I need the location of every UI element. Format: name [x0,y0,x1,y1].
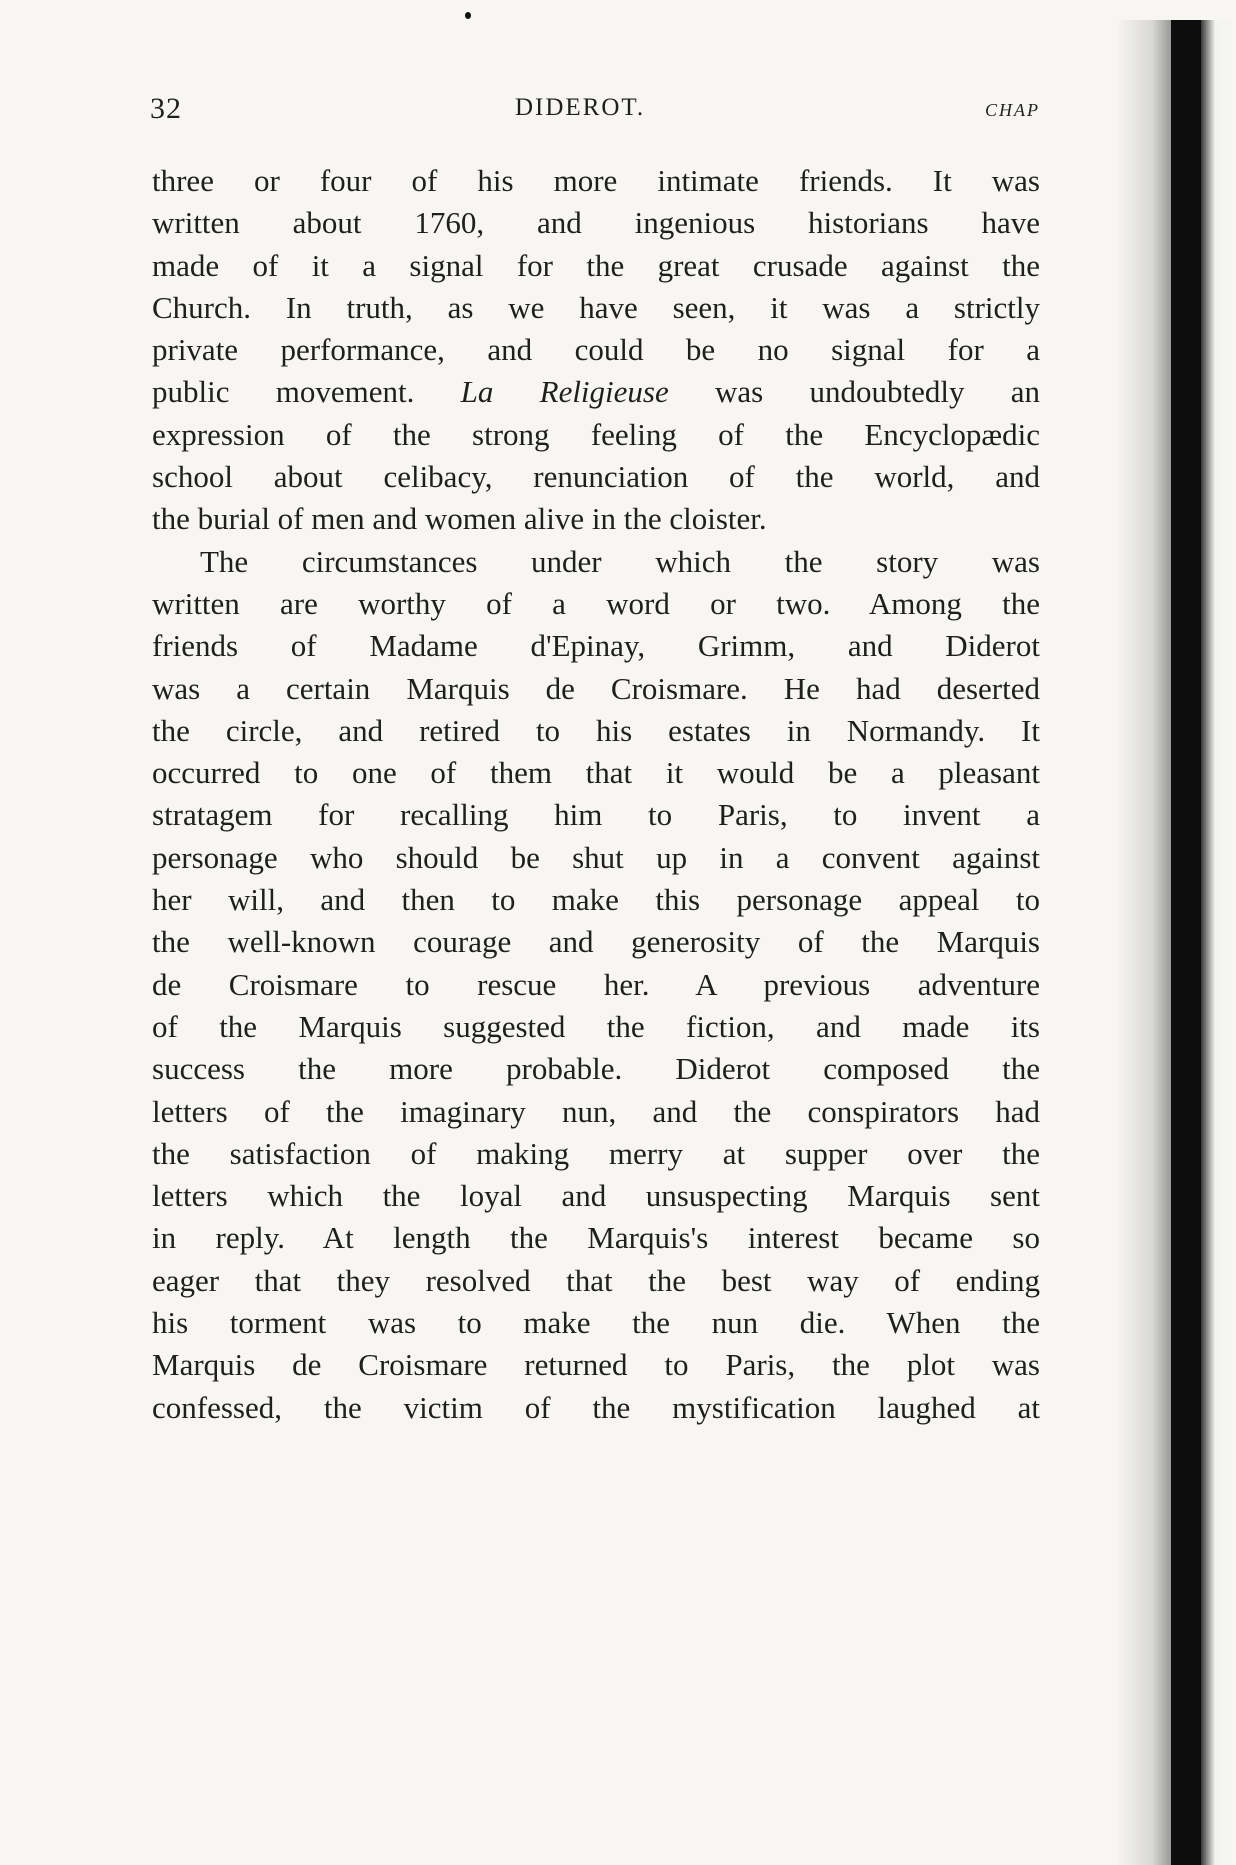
text-line: Church. In truth, as we have seen, it was a strictly [152,289,1040,325]
text-line: made of it a signal for the great crusade against the [152,247,1040,283]
text-line: letters which the loyal and unsuspecting Marquis sent [152,1178,1040,1214]
text-line: private performance, and could be no signal for a [152,332,1040,368]
text-line: school about celibacy, renunciation of the world, and [152,459,1040,495]
text-line: Marquis de Croismare returned to Paris, the plot was [152,1347,1040,1383]
text-segment: was undoubtedly an [668,374,1040,410]
text-line: eager that they resolved that the best way of ending [152,1262,1040,1298]
text-line: his torment was to make the nun die. When the [152,1305,1040,1341]
running-head [150,92,1040,132]
text-line: friends of Madame d'Epinay, Grimm, and Diderot [152,628,1040,664]
text-line: The circumstances under which the story was [200,543,1040,579]
text-line: letters of the imaginary nun, and the conspirators had [152,1093,1040,1129]
text-line: written about 1760, and ingenious historians have [152,205,1040,241]
ink-speck [465,12,471,19]
text-line: was a certain Marquis de Croismare. He had deserted [152,670,1040,706]
text-line: stratagem for recalling him to Paris, to invent a [152,797,1040,833]
running-chapter: CHAP [985,100,1040,120]
running-title: DIDEROT. [515,94,646,121]
page-number: 32 [150,92,182,125]
text-line: the burial of men and women alive in the cloister. [152,501,767,537]
text-line: her will, and then to make this personage appeal to [152,882,1040,918]
text-segment: public movement. [152,374,461,410]
text-line: success the more probable. Diderot composed the [152,1051,1040,1087]
text-line: written are worthy of a word or two. Among the [152,585,1040,621]
text-line: of the Marquis suggested the fiction, and made its [152,1008,1040,1044]
text-line: occurred to one of them that it would be a pleasant [152,755,1040,791]
text-line: in reply. At length the Marquis's interest became so [152,1220,1040,1256]
text-line: three or four of his more intimate friends. It was [152,163,1040,198]
text-line: the satisfaction of making merry at supper over the [152,1135,1040,1171]
book-title-italic: La Religieuse [460,374,669,410]
text-line [152,371,1040,413]
binding-shadow [1116,20,1236,1865]
text-line: the circle, and retired to his estates in Normandy. It [152,712,1040,748]
text-line: personage who should be shut up in a convent against [152,839,1040,875]
text-line: expression of the strong feeling of the Encyclopædic [152,416,1040,452]
paragraph [152,541,1040,1429]
text-line: de Croismare to rescue her. A previous adventure [152,966,1040,1002]
text-line: the well-known courage and generosity of the Marquis [152,924,1040,960]
text-line: confessed, the victim of the mystification laughed at [152,1389,1040,1425]
paragraph [152,160,1040,541]
body-text [152,160,1040,1429]
